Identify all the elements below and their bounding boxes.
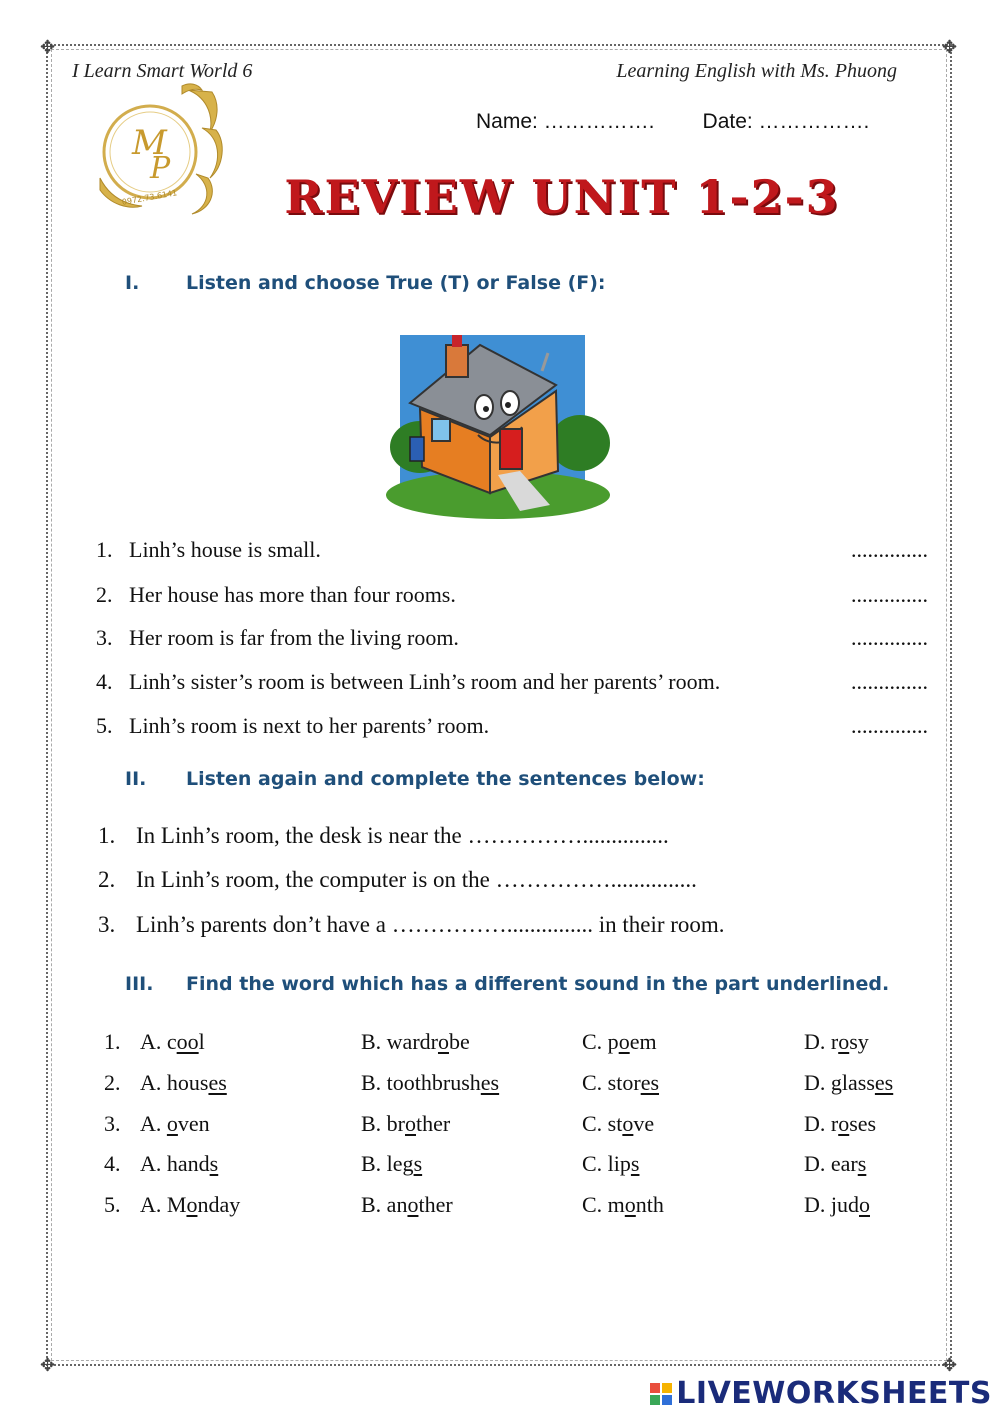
mc-option-d[interactable]: D. judo (804, 1192, 870, 1217)
answer-blank[interactable]: .............. (851, 537, 928, 562)
logo-monogram-m: M (132, 123, 167, 163)
corner-ornament-icon: ✥ (942, 37, 958, 57)
mc-option-c[interactable]: C. month (582, 1192, 664, 1217)
mc-option-a[interactable]: A. cool (140, 1029, 205, 1054)
mc-option-d[interactable]: D. roses (804, 1111, 877, 1136)
mc-option-d[interactable]: D. glasses (804, 1070, 894, 1095)
section-1-heading: I. Listen and choose True (T) or False (F): (125, 272, 606, 294)
mc-option-a[interactable]: A. hands (140, 1151, 219, 1176)
tf-item: 5. Linh’s room is next to her parents’ room. .............. (96, 713, 928, 738)
corner-ornament-icon: ✥ (40, 37, 56, 57)
name-field[interactable]: Name: ……………. (476, 110, 655, 133)
mc-option-b[interactable]: B. wardrobe (361, 1029, 470, 1054)
answer-blank[interactable]: .............. (851, 713, 928, 738)
completion-item[interactable]: 3. Linh’s parents don’t have a ……………............... in their room. (98, 912, 725, 937)
completion-item[interactable]: 2. In Linh’s room, the computer is on the ……………............... (98, 867, 697, 892)
house-illustration-icon (380, 325, 612, 520)
name-date-line (476, 110, 917, 134)
answer-blank[interactable]: .............. (851, 582, 928, 607)
liveworksheets-brand[interactable]: LIVEWORKSHEETS (650, 1376, 992, 1411)
section-3-heading: III. Find the word which has a different sound in the part underlined. (125, 973, 890, 995)
answer-blank[interactable]: .............. (851, 625, 928, 650)
tf-item: 4. Linh’s sister’s room is between Linh’s room and her parents’ room. .............. (96, 669, 928, 694)
mc-option-b[interactable]: B. another (361, 1192, 453, 1217)
mc-option-a[interactable]: A. oven (140, 1111, 210, 1136)
answer-blank[interactable]: .............. (851, 669, 928, 694)
header-teacher: Learning English with Ms. Phuong (616, 60, 897, 82)
mc-option-c[interactable]: C. stores (582, 1070, 660, 1095)
logo-phone: 0972.73.6141 (121, 188, 178, 207)
mc-option-b[interactable]: B. toothbrushes (361, 1070, 500, 1095)
mc-option-b[interactable]: B. brother (361, 1111, 451, 1136)
section-2-heading: II. Listen again and complete the sentences below: (125, 768, 705, 790)
mc-option-a[interactable]: A. Monday (140, 1192, 241, 1217)
tf-item: 1. Linh’s house is small. .............. (96, 537, 928, 562)
mc-option-c[interactable]: C. stove (582, 1111, 655, 1136)
liveworksheets-logo-icon (650, 1383, 672, 1405)
tf-item: 2. Her house has more than four rooms. .............. (96, 582, 928, 607)
mc-option-c[interactable]: C. poem (582, 1029, 657, 1054)
mc-option-d[interactable]: D. rosy (804, 1029, 869, 1054)
corner-ornament-icon: ✥ (942, 1355, 958, 1375)
date-field[interactable]: Date: ……………. (702, 110, 870, 133)
completion-item[interactable]: 1. In Linh’s room, the desk is near the ……………............... (98, 823, 669, 848)
logo-monogram-p: P (150, 151, 171, 186)
header-course: I Learn Smart World 6 (72, 60, 253, 82)
page-title: REVIEW UNIT 1-2-3 (284, 170, 840, 224)
mc-option-b[interactable]: B. legs (361, 1151, 423, 1176)
mc-option-c[interactable]: C. lips (582, 1151, 640, 1176)
mc-option-d[interactable]: D. ears (804, 1151, 867, 1176)
corner-ornament-icon: ✥ (40, 1355, 56, 1375)
tf-item: 3. Her room is far from the living room. .............. (96, 625, 928, 650)
mc-option-a[interactable]: A. houses (140, 1070, 227, 1095)
